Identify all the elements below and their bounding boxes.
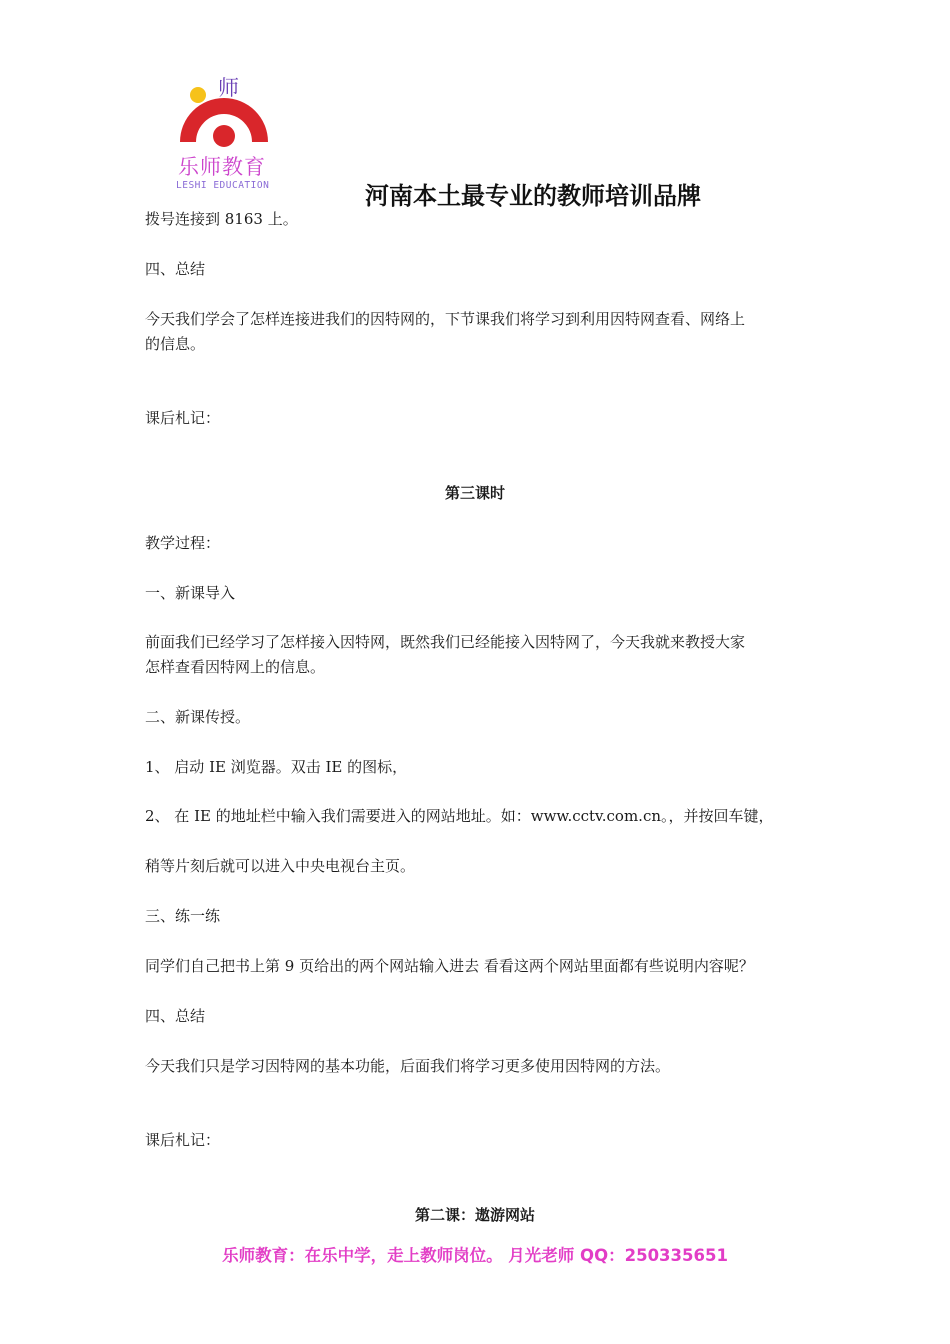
paragraph: 稍等片刻后就可以进入中央电视台主页。 bbox=[145, 857, 416, 875]
logo-name: 乐师教育 bbox=[178, 155, 266, 179]
paragraph: 教学过程： bbox=[145, 534, 221, 552]
footer-promo: 乐师教育：在乐中学，走上教师岗位。 月光老师 QQ：250335651 bbox=[222, 1246, 728, 1265]
section-heading: 四、总结 bbox=[145, 260, 206, 278]
paragraph: 今天我们只是学习因特网的基本功能，后面我们将学习更多使用因特网的方法。 bbox=[145, 1057, 671, 1075]
logo-char: 师 bbox=[218, 76, 239, 100]
list-item: 1、 启动 IE 浏览器。双击 IE 的图标， bbox=[145, 758, 408, 776]
logo-subtitle: LESHI EDUCATION bbox=[176, 180, 270, 191]
notes-label: 课后札记： bbox=[145, 1131, 221, 1149]
paragraph: 拨号连接到 8163 上。 bbox=[145, 210, 298, 228]
list-item: 2、 在 IE 的地址栏中输入我们需要进入的网站地址。如：www.cctv.com.cn。，并按回车键， bbox=[145, 807, 774, 825]
section-heading: 二、新课传授。 bbox=[145, 708, 251, 726]
paragraph: 的信息。 bbox=[145, 335, 206, 353]
section-heading: 一、新课导入 bbox=[145, 584, 236, 602]
paragraph: 同学们自己把书上第 9 页给出的两个网站输入进去 看看这两个网站里面都有些说明内容呢？ bbox=[145, 957, 754, 975]
paragraph: 怎样查看因特网上的信息。 bbox=[145, 658, 326, 676]
logo-dot bbox=[190, 87, 206, 103]
lesson-heading: 第三课时 bbox=[444, 484, 505, 502]
logo bbox=[172, 70, 280, 195]
logo-center bbox=[213, 125, 235, 147]
section-heading: 四、总结 bbox=[145, 1007, 206, 1025]
section-heading: 三、练一练 bbox=[145, 907, 221, 925]
header-tagline: 河南本土最专业的教师培训品牌 bbox=[365, 181, 701, 210]
paragraph: 前面我们已经学习了怎样接入因特网，既然我们已经能接入因特网了，今天我就来教授大家 bbox=[145, 633, 746, 651]
lesson-heading: 第二课：遨游网站 bbox=[414, 1206, 535, 1224]
paragraph: 今天我们学会了怎样连接进我们的因特网的，下节课我们将学习到利用因特网查看、网络上 bbox=[145, 310, 746, 328]
notes-label: 课后札记： bbox=[145, 409, 221, 427]
